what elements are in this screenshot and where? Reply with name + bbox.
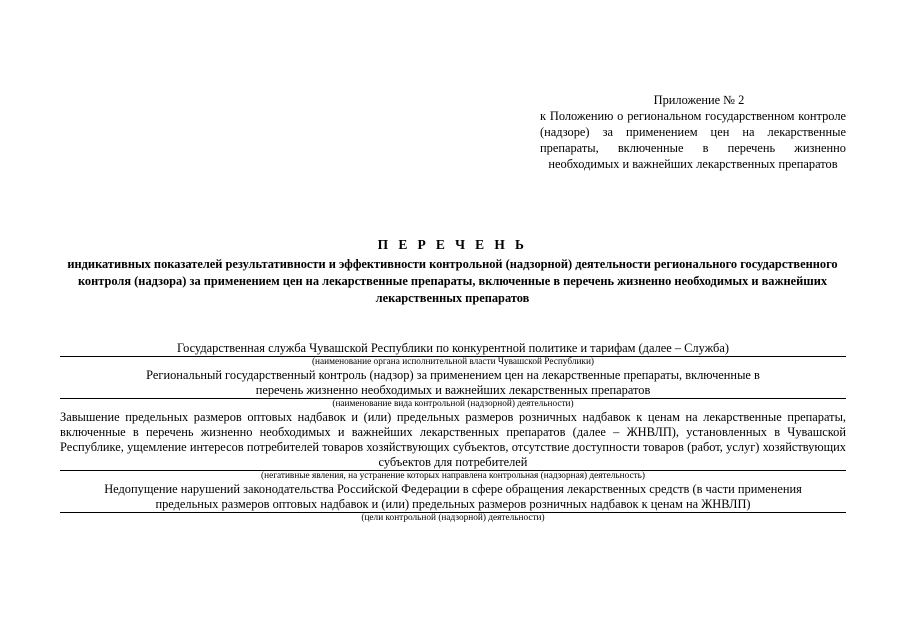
field-caption-control-goals: (цели контрольной (надзорной) деятельности) [361, 513, 545, 523]
appendix-title: Приложение № 2 [653, 93, 745, 107]
field-value-control-goals: Недопущение нарушений законодательства Российской Федерации в сфере обращения лекарственных средств (в части применения предельных размеров оптовых надбавок и (или) предельных размеров розничных надбавок к ценам на ЖНВЛП) [104, 482, 802, 511]
field-value-negative-phenomena: Завышение предельных размеров оптовых надбавок и (или) предельных размеров розничных надбавок к ценам на лекарственные препараты, включенные в перечень жизненно необходимых и важнейших лекарственных препаратов (далее – ЖНВЛП), установленных в Чувашской Республике, ущемление интересов потребителей товаров хозяйствующих субъектов, отсутствие доступности товаров (работ, услуг) хозяйствующих субъектов для потребителей [60, 410, 846, 469]
field-caption-control-type: (наименование вида контрольной (надзорной) деятельности) [332, 399, 574, 409]
document-subtitle: индикативных показателей результативности и эффективности контрольной (надзорной) деятельности регионального государственного контроля (надзора) за применением цен на лекарственные препараты, включенные в перечень жизненно необходимых и важнейших лекарственных препаратов [67, 257, 838, 305]
form-fields [60, 341, 846, 524]
field-caption-negative-phenomena: (негативные явления, на устранение которых направлена контрольная (надзорная) деятельность) [261, 471, 645, 481]
field-executive-body [60, 341, 846, 368]
field-negative-phenomena [60, 410, 846, 482]
field-value-executive-body: Государственная служба Чувашской Республики по конкурентной политике и тарифам (далее – Служба) [177, 341, 729, 355]
field-value-control-type: Региональный государственный контроль (надзор) за применением цен на лекарственные препараты, включенные в перечень жизненно необходимых и важнейших лекарственных препаратов [146, 368, 760, 397]
appendix-text: к Положению о региональном государственном контроле (надзоре) за применением цен на лекарственные препараты, включенные в перечень жизненно необходимых и важнейших лекарственных препаратов [540, 109, 846, 171]
field-control-type [60, 368, 846, 410]
field-caption-executive-body: (наименование органа исполнительной власти Чувашской Республики) [311, 357, 595, 367]
document-title: П Е Р Е Ч Е Н Ь [377, 237, 528, 252]
field-control-goals [60, 482, 846, 524]
appendix-block [540, 92, 846, 172]
